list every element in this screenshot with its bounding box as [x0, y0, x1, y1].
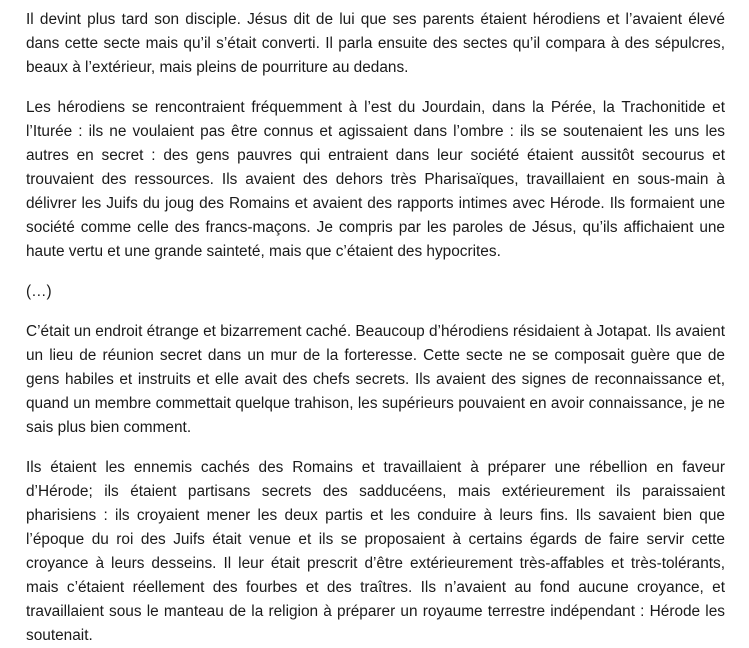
document-body — [26, 8, 725, 648]
paragraph-rebellion: Ils étaient les ennemis cachés des Romains et travaillaient à préparer une rébellion en faveur d’Hérode; ils étaient partisans secrets des sadducéens, mais extérieurement ils paraissaient pharisiens : ils croyaient mener les deux partis et les conduire à leurs fins. Ils savaient bien que l’époque du roi des Juifs était venue et ils se proposaient à certains égards de faire servir cette croyance à leurs desseins. Il leur était prescrit d’être extérieurement très-affables et très-tolérants, mais c’étaient réellement des fourbes et des traîtres. Ils n’avaient au fond aucune croyance, et travaillaient sous le manteau de la religion à préparer un royaume terrestre indépendant : Hérode les soutenait. — [26, 459, 725, 644]
paragraph-jotapat: C’était un endroit étrange et bizarrement caché. Beaucoup d’hérodiens résidaient à Jotapat. Ils avaient un lieu de réunion secret dans un mur de la forteresse. Cette secte ne se composait guère que de gens habiles et instruits et elle avait des chefs secrets. Ils avaient des signes de reconnaissance et, quand un membre commettait quelque trahison, les supérieurs pouvaient en avoir connaissance, je ne sais plus bien comment. — [26, 323, 725, 436]
paragraph-herodiens-meetings: Les hérodiens se rencontraient fréquemment à l’est du Jourdain, dans la Pérée, la Trachonitide et l’Iturée : ils ne voulaient pas être connus et agissaient dans l’ombre : ils se soutenaient les uns les autres en secret : des gens pauvres qui entraient dans leur société étaient aussitôt secourus et trouvaient des ressources. Ils avaient des dehors très Pharisaïques, travaillaient en sous-main à délivrer les Juifs du joug des Romains et avaient des rapports intimes avec Hérode. Ils formaient une société comme celle des francs-maçons. Je compris par les paroles de Jésus, qu’ils affichaient une haute vertu et une grande sainteté, mais que c’étaient des hypocrites. — [26, 99, 725, 260]
paragraph-ellipsis: (…) — [26, 283, 52, 300]
paragraph-disciple: Il devint plus tard son disciple. Jésus dit de lui que ses parents étaient hérodiens et l’avaient élevé dans cette secte mais qu’il s’était converti. Il parla ensuite des sectes qu’il compara à des sépulcres, beaux à l’extérieur, mais pleins de pourriture au dedans. — [26, 11, 725, 76]
